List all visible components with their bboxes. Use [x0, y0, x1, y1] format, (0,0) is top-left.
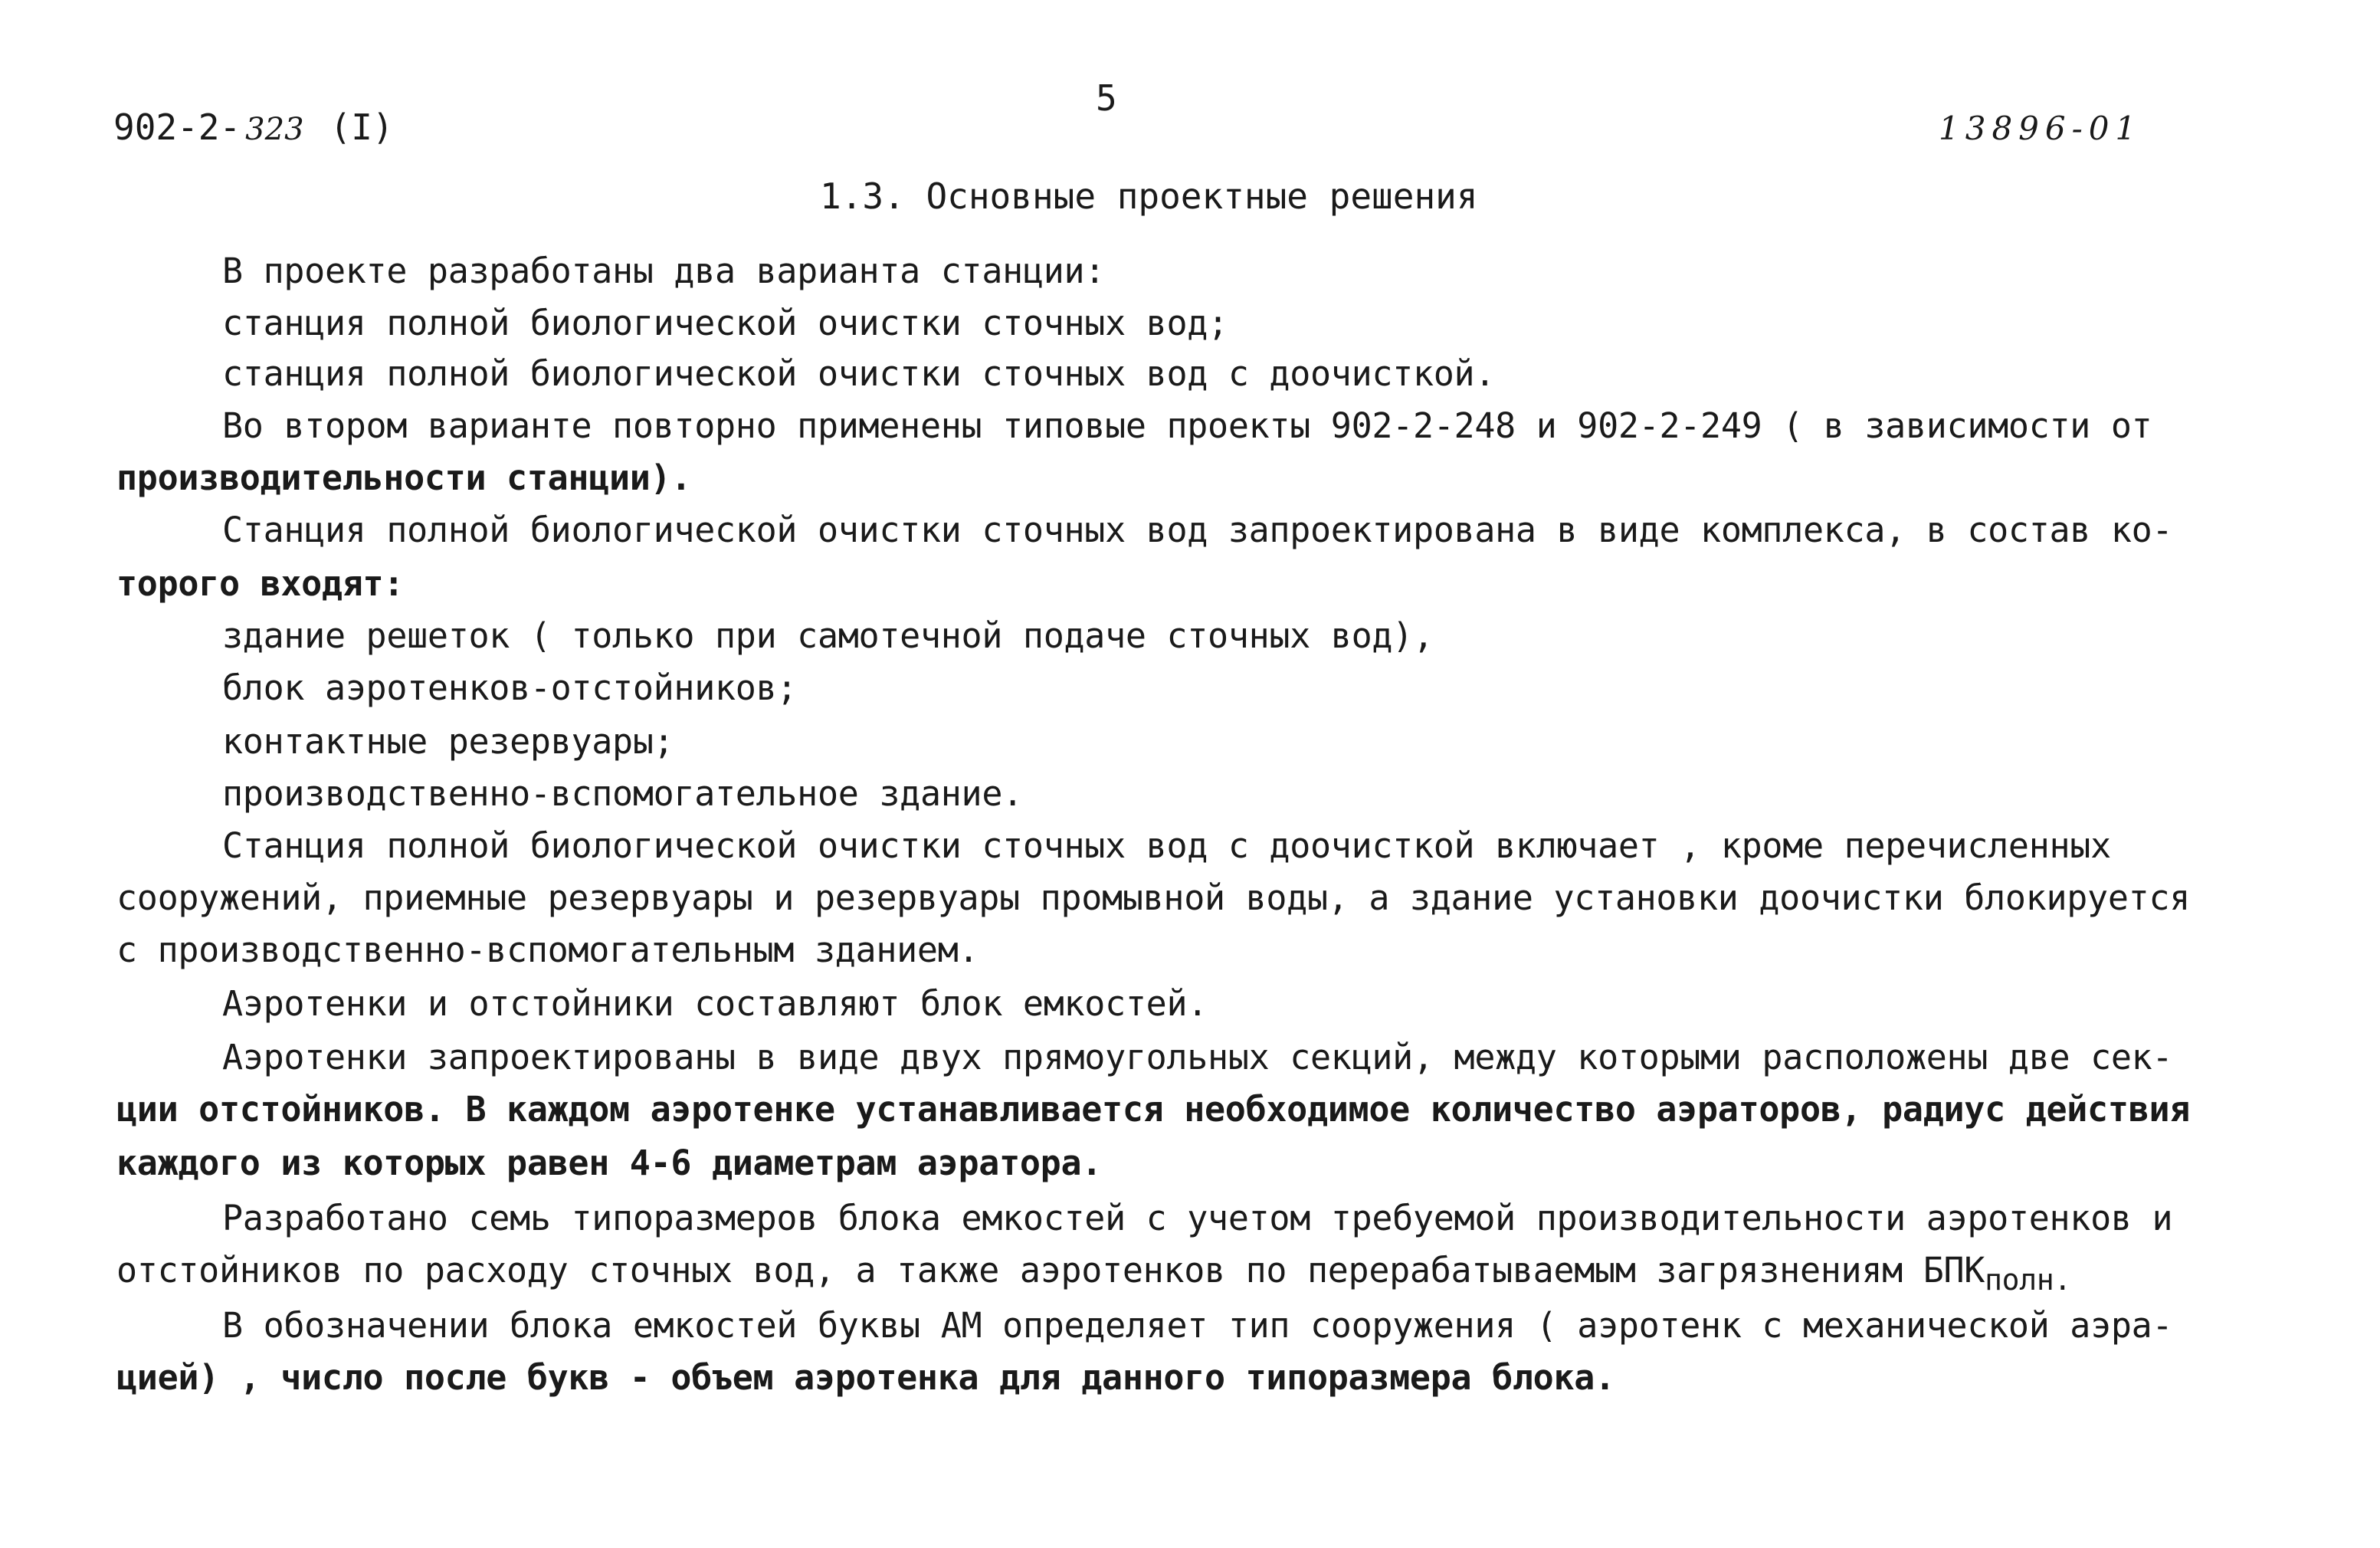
inventory-number-handwritten: 13896-01 — [1939, 110, 2142, 147]
text-line: блок аэротенков-отстойников; — [222, 667, 798, 708]
page-number: 5 — [1096, 77, 1117, 119]
text-line: Аэротенки запроектированы в виде двух прямоугольных секций, между которыми расположены две сек- — [222, 1037, 2173, 1077]
text-line: каждого из которых равен 4-6 диаметрам аэратора. — [116, 1143, 1103, 1183]
text-line: Разработано семь типоразмеров блока емкостей с учетом требуемой производительности аэротенков и — [222, 1198, 2173, 1238]
text-line: ции отстойников. В каждом аэротенке устанавливается необходимое количество аэраторов, радиус действия — [116, 1089, 2191, 1130]
text-line: сооружений, приемные резервуары и резервуары промывной воды, а здание установки доочистки блокируется — [116, 877, 2191, 918]
document-part: (I) — [329, 107, 394, 148]
document-code — [113, 104, 394, 153]
text-line: с производственно-вспомогательным зданием. — [116, 930, 979, 970]
text-line: производственно-вспомогательное здание. — [222, 773, 1023, 814]
text-line: Аэротенки и отстойники составляют блок емкостей. — [222, 983, 1208, 1024]
text-line: В обозначении блока емкостей буквы АМ определяет тип сооружения ( аэротенк с механической аэра- — [222, 1305, 2173, 1346]
text-line-with-subscript — [116, 1248, 2071, 1297]
text-line: Станция полной биологической очистки сточных вод с доочисткой включает , кроме перечисленных — [222, 825, 2111, 866]
text-line: торого входят: — [116, 563, 405, 604]
section-title: 1.3. Основные проектные решения — [820, 175, 1478, 217]
text-line: цией) , число после букв - объем аэротенка для данного типоразмера блока. — [116, 1357, 1615, 1398]
text-line: Во втором варианте повторно применены типовые проекты 902-2-248 и 902-2-249 ( в зависимости от — [222, 405, 2152, 446]
text-line: станция полной биологической очистки сточных вод с доочисткой. — [222, 353, 1496, 394]
document-code-prefix: 902-2- — [113, 107, 241, 148]
text-line: производительности станции). — [116, 458, 692, 498]
bpk-subscript: полн. — [1985, 1263, 2071, 1297]
text-line: здание решеток ( только при самотечной подаче сточных вод), — [222, 615, 1434, 656]
text-line: контактные резервуары; — [222, 721, 674, 762]
text-line: станция полной биологической очистки сточных вод; — [222, 303, 1228, 343]
text-line: Станция полной биологической очистки сточных вод запроектирована в виде комплекса, в состав ко- — [222, 510, 2173, 550]
text-line: отстойников по расходу сточных вод, а также аэротенков по перерабатываемым загрязнениям БПК — [116, 1250, 1985, 1291]
text-line: В проекте разработаны два варианта станции: — [222, 251, 1106, 291]
document-number-handwritten: 323 — [245, 112, 304, 147]
